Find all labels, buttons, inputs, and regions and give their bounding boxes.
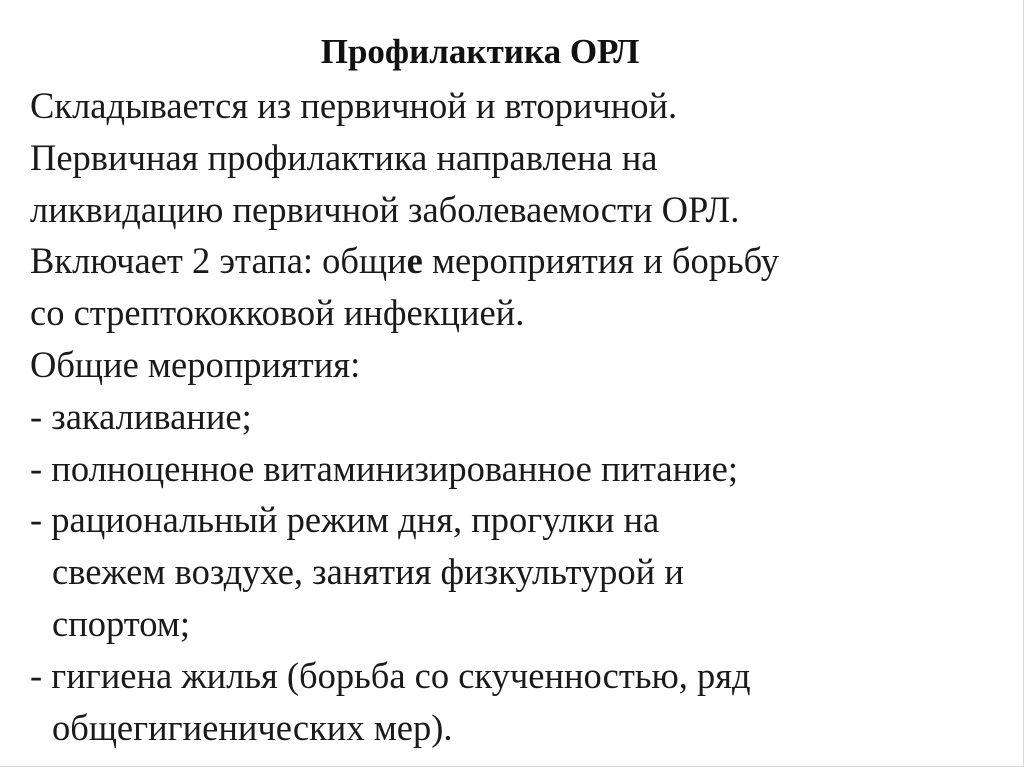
body-line-stages xyxy=(30,235,1015,287)
list-item: - рациональный режим дня, прогулки на xyxy=(30,499,660,541)
body-line: Складывается из первичной и вторичной. xyxy=(30,85,678,126)
body-line: со стрептококковой инфекцией. xyxy=(30,292,525,334)
list-item-continuation: спортом; xyxy=(52,602,191,644)
stages-text-start: Включает 2 этапа: общи xyxy=(30,240,407,282)
list-item-continuation: общегигиенических мер). xyxy=(52,706,453,748)
list-item: - закаливание; xyxy=(30,395,252,437)
list-item: - полноценное витаминизированное питание; xyxy=(30,447,739,489)
stages-text-end: мероприятия и борьбу xyxy=(422,240,780,282)
list-item: - гигиена жилья (борьба со скученностью, ряд xyxy=(30,654,751,696)
body-line: ликвидацию первичной заболеваемости ОРЛ. xyxy=(30,188,740,230)
section-heading: Общие мероприятия: xyxy=(30,343,361,385)
body-line: Первичная профилактика направлена на xyxy=(30,136,658,178)
slide-body xyxy=(30,80,1015,753)
list-item-continuation: свежем воздухе, занятия физкультурой и xyxy=(52,551,684,593)
slide-title: Профилактика ОРЛ xyxy=(320,32,640,71)
stages-text-bold-letter: е xyxy=(406,240,423,282)
